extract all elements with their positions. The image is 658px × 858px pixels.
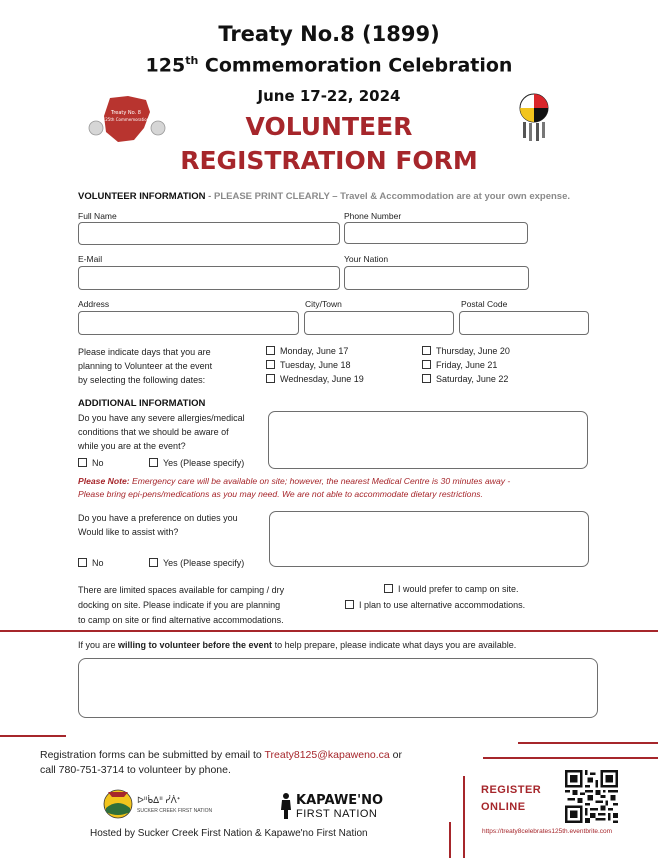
- checkbox-square[interactable]: [384, 584, 393, 593]
- day-label: Friday, June 21: [436, 360, 498, 370]
- day-checkbox-friday[interactable]: [422, 360, 497, 370]
- days-prompt-line-2: planning to Volunteer at the event: [78, 361, 213, 371]
- title-number: 125: [145, 54, 186, 77]
- option-label: Yes (Please specify): [163, 558, 245, 568]
- sucker-creek-syllabics: ᐅᐦᑳᐃᐦ ᓰᐲᕀ: [137, 795, 181, 805]
- medical-note-line-2: Please bring epi-pens/medications as you may need. We are not able to accommodate dietary restrictions.: [78, 489, 483, 499]
- volunteer-info-note: PLEASE PRINT CLEARLY – Travel & Accommodation are at your own expense.: [214, 191, 570, 202]
- submission-info: [40, 748, 402, 778]
- duty-yes-checkbox[interactable]: [149, 558, 244, 568]
- day-label: Tuesday, June 18: [280, 360, 351, 370]
- phone-label: Phone Number: [344, 211, 402, 221]
- nation-label: Your Nation: [344, 254, 389, 264]
- medical-note-label: Please Note:: [78, 476, 130, 486]
- day-checkbox-thursday[interactable]: [422, 346, 510, 356]
- footer-rule-vertical: [463, 776, 465, 858]
- days-prompt-line-1: Please indicate days that you are: [78, 347, 211, 357]
- checkbox-square[interactable]: [422, 360, 431, 369]
- additional-info-heading: ADDITIONAL INFORMATION: [78, 398, 206, 409]
- register-line-1: REGISTER: [481, 784, 542, 796]
- footer-rule-vertical-2: [449, 822, 451, 858]
- svg-text:Treaty No. 8: Treaty No. 8: [111, 110, 141, 116]
- alternative-accommodation-checkbox[interactable]: [345, 600, 525, 610]
- checkbox-square[interactable]: [149, 558, 158, 567]
- register-online: [481, 782, 541, 816]
- camping-line-2: docking on site. Please indicate if you are planning: [78, 600, 281, 610]
- city-input[interactable]: [304, 311, 454, 335]
- title-sup: th: [185, 54, 199, 67]
- postal-label: Postal Code: [461, 299, 508, 309]
- title-line-1: Treaty No.8 (1899): [218, 22, 440, 46]
- allergy-yes-checkbox[interactable]: [149, 458, 244, 468]
- before-event-post: to help prepare, please indicate what days you are available.: [272, 640, 517, 650]
- checkbox-square[interactable]: [266, 360, 275, 369]
- qr-code-icon[interactable]: [565, 770, 618, 823]
- allergy-question: [78, 411, 245, 453]
- divider-top: [0, 630, 658, 632]
- email-input[interactable]: [78, 266, 340, 290]
- medicine-wheel-logo: [514, 90, 554, 144]
- footer-rule-right-top: [518, 742, 658, 744]
- days-prompt: [78, 345, 212, 387]
- camping-line-1: There are limited spaces available for camping / dry: [78, 585, 285, 595]
- city-label: City/Town: [305, 299, 342, 309]
- nation-input[interactable]: [344, 266, 529, 290]
- postal-input[interactable]: [459, 311, 589, 335]
- registration-url-link[interactable]: https://treaty8celebrates125th.eventbrite.com: [482, 828, 613, 835]
- submission-text: Registration forms can be submitted by email to: [40, 749, 265, 761]
- treaty8-map-logo: [88, 94, 172, 146]
- option-label: No: [92, 458, 104, 468]
- allergy-question-line-1: Do you have any severe allergies/medical: [78, 413, 245, 423]
- checkbox-square[interactable]: [78, 458, 87, 467]
- duty-question-line-1: Do you have a preference on duties you: [78, 513, 238, 523]
- medical-note-line-1: Emergency care will be available on site; however, the nearest Medical Centre is 30 minutes away -: [129, 476, 511, 486]
- allergy-no-checkbox[interactable]: [78, 458, 104, 468]
- option-label: I plan to use alternative accommodations.: [359, 600, 526, 610]
- duty-question: [78, 511, 238, 539]
- day-label: Monday, June 17: [280, 346, 349, 356]
- day-checkbox-monday[interactable]: [266, 346, 348, 356]
- full-name-label: Full Name: [78, 211, 117, 221]
- day-label: Thursday, June 20: [436, 346, 510, 356]
- kapaweno-name: KAPAWE'NO: [296, 793, 384, 808]
- volunteer-info-dash: -: [205, 191, 214, 202]
- kapaweno-first-nation: FIRST NATION: [296, 808, 378, 820]
- form-title-registration: REGISTRATION FORM: [180, 146, 478, 175]
- day-checkbox-saturday[interactable]: [422, 374, 508, 384]
- before-event-days-input[interactable]: [78, 658, 598, 718]
- register-line-2: ONLINE: [481, 801, 526, 813]
- title-line-2: [0, 54, 658, 76]
- sucker-creek-name: SUCKER CREEK FIRST NATION: [137, 808, 213, 814]
- footer-rule-left: [0, 735, 66, 737]
- checkbox-square[interactable]: [266, 346, 275, 355]
- before-event-bold: willing to volunteer before the event: [118, 640, 273, 650]
- camp-on-site-checkbox[interactable]: [384, 584, 519, 594]
- camping-line-3: to camp on site or find alternative accommodations.: [78, 615, 284, 625]
- day-label: Wednesday, June 19: [280, 374, 364, 384]
- checkbox-square[interactable]: [345, 600, 354, 609]
- option-label: No: [92, 558, 104, 568]
- address-label: Address: [78, 299, 110, 309]
- checkbox-square[interactable]: [149, 458, 158, 467]
- before-event-pre: If you are: [78, 640, 119, 650]
- checkbox-square[interactable]: [266, 374, 275, 383]
- duty-details-input[interactable]: [269, 511, 589, 567]
- email-label: E-Mail: [78, 254, 103, 264]
- title-rest: Commemoration Celebration: [198, 54, 513, 77]
- volunteer-info-heading: VOLUNTEER INFORMATION: [78, 191, 206, 202]
- medical-note: [78, 475, 510, 501]
- day-checkbox-wednesday[interactable]: [266, 374, 364, 384]
- hosted-by: Hosted by Sucker Creek First Nation & Kapawe'no First Nation: [90, 828, 368, 839]
- checkbox-square[interactable]: [422, 346, 431, 355]
- phone-input[interactable]: [344, 222, 528, 244]
- submission-email-link[interactable]: Treaty8125@kapaweno.ca: [264, 749, 390, 761]
- kapaweno-figure-icon: [279, 792, 293, 820]
- section-volunteer-info: [78, 191, 570, 202]
- duty-question-line-2: Would like to assist with?: [78, 527, 179, 537]
- allergy-details-input[interactable]: [268, 411, 588, 469]
- submission-or: or: [389, 749, 403, 761]
- footer-rule-right: [483, 757, 658, 759]
- submission-phone-text: call 780-751-3714 to volunteer by phone.: [40, 764, 231, 776]
- svg-text:125th Commemoration: 125th Commemoration: [102, 117, 150, 122]
- duty-no-checkbox[interactable]: [78, 558, 104, 568]
- before-event-prompt: [78, 640, 516, 650]
- day-checkbox-tuesday[interactable]: [266, 360, 351, 370]
- allergy-question-line-3: while you are at the event?: [78, 441, 186, 451]
- checkbox-square[interactable]: [422, 374, 431, 383]
- sucker-creek-logo: [102, 786, 134, 820]
- checkbox-square[interactable]: [78, 558, 87, 567]
- form-title-volunteer: VOLUNTEER: [245, 112, 413, 141]
- address-input[interactable]: [78, 311, 299, 335]
- event-dates: June 17-22, 2024: [257, 87, 401, 105]
- full-name-input[interactable]: [78, 222, 340, 245]
- days-prompt-line-3: by selecting the following dates:: [78, 375, 206, 385]
- allergy-question-line-2: conditions that we should be aware of: [78, 427, 229, 437]
- option-label: I would prefer to camp on site.: [398, 584, 519, 594]
- day-label: Saturday, June 22: [436, 374, 509, 384]
- camping-text: [78, 583, 284, 628]
- option-label: Yes (Please specify): [163, 458, 245, 468]
